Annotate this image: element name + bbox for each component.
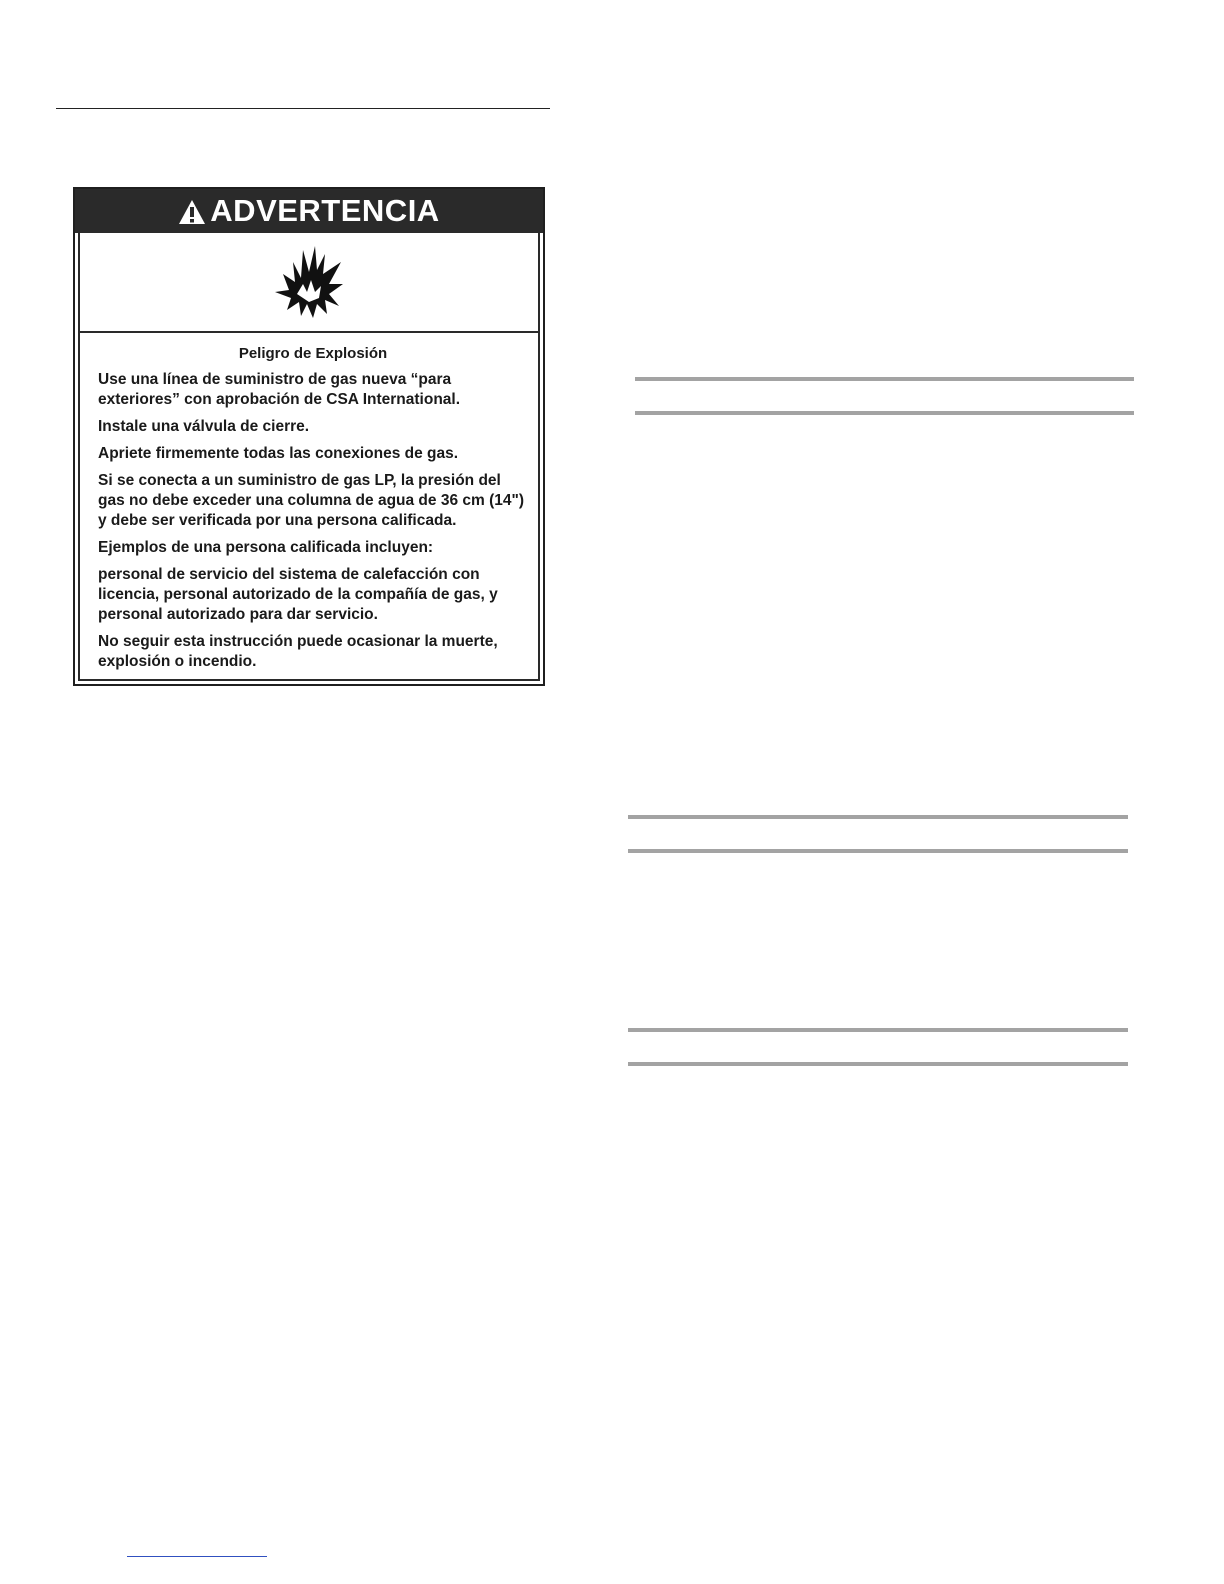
warning-line-3: Apriete firmemente todas las conexiones de gas. — [98, 445, 459, 462]
warning-line-5: Ejemplos de una persona calificada incluyen: — [98, 539, 434, 556]
hazard-name: Peligro de Explosión — [238, 345, 388, 362]
footer-link-underline[interactable] — [127, 1556, 267, 1557]
section-rule-1-bottom — [635, 411, 1134, 415]
warning-line-2: Instale una válvula de cierre. — [98, 418, 310, 435]
section-rule-1-top — [635, 377, 1134, 381]
section-rule-3-top — [628, 1028, 1128, 1032]
section-rule-2-top — [628, 815, 1128, 819]
warning-line-6: personal de servicio del sistema de calefacción con licencia, personal autorizado de la compañía de gas, y personal autorizado para dar servicio. — [98, 566, 498, 623]
top-rule — [56, 108, 550, 109]
warning-text — [80, 333, 538, 672]
warning-header — [75, 189, 543, 233]
warning-title: ADVERTENCIA — [210, 193, 440, 228]
section-rule-2-bottom — [628, 849, 1128, 853]
warning-content — [78, 233, 540, 681]
section-rule-3-bottom — [628, 1062, 1128, 1066]
warning-line-7: No seguir esta instrucción puede ocasionar la muerte, explosión o incendio. — [98, 633, 498, 670]
warning-box — [73, 187, 545, 686]
explosion-icon — [269, 240, 349, 325]
warning-line-1: Use una línea de suministro de gas nueva “para exteriores” con aprobación de CSA International. — [98, 371, 461, 408]
warning-line-4: Si se conecta a un suministro de gas LP, la presión del gas no debe exceder una columna de agua de 36 cm (14") y debe ser verificada por una persona calificada. — [98, 472, 524, 529]
hazard-symbol-area — [80, 233, 538, 333]
warning-triangle-icon — [178, 199, 206, 225]
